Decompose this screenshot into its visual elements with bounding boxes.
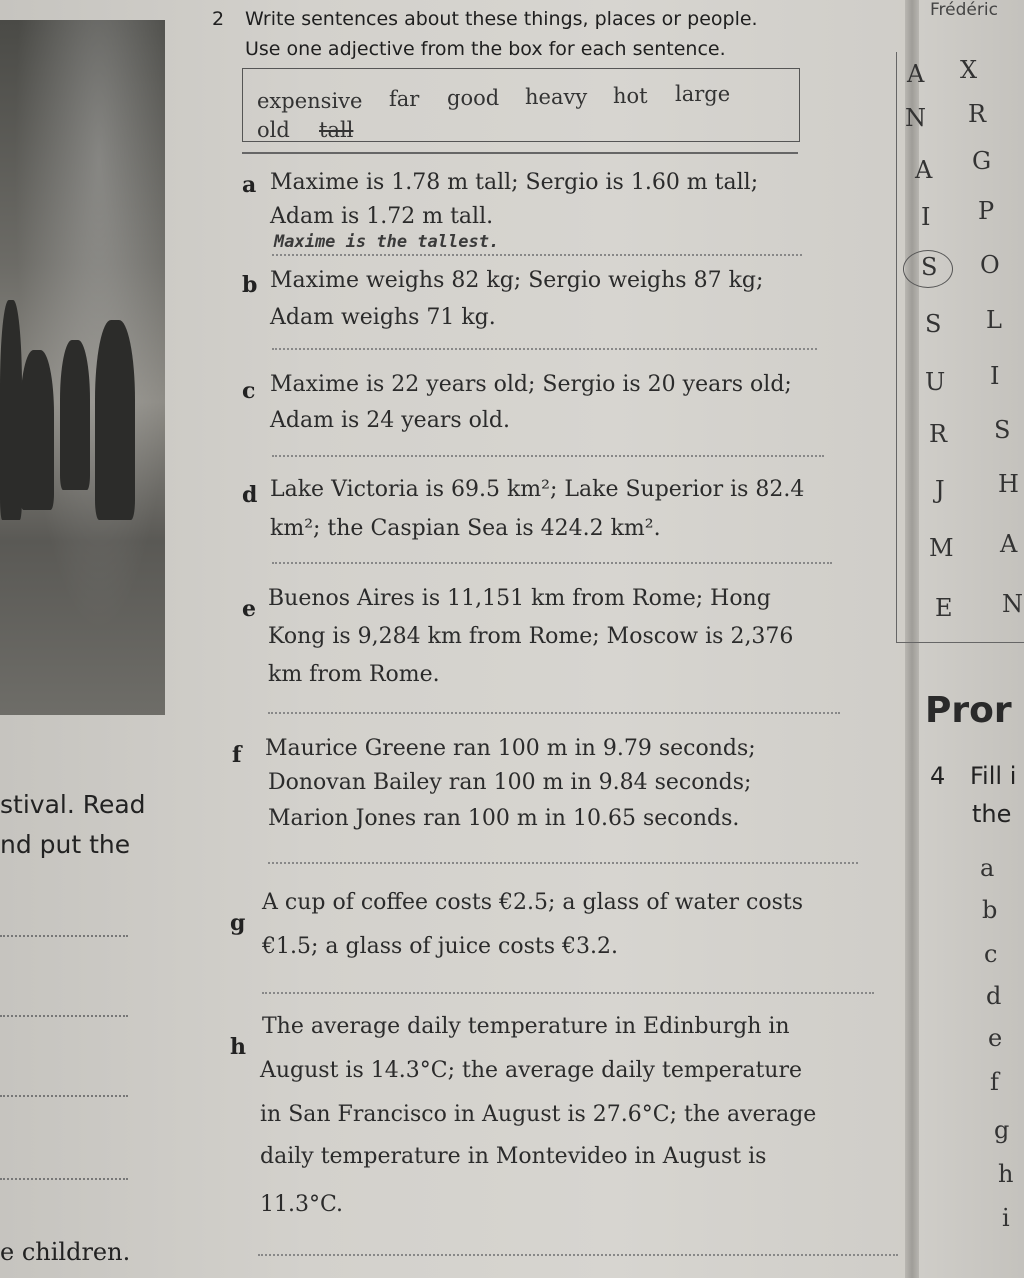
festival-photo xyxy=(0,20,165,715)
item-letter: d xyxy=(986,982,1002,1010)
item-text-line: daily temperature in Montevideo in August is xyxy=(260,1144,767,1169)
answer-line xyxy=(268,862,858,864)
item-text-line: Maxime is 22 years old; Sergio is 20 years old; xyxy=(270,372,792,397)
grid-letter: J xyxy=(935,476,945,504)
exercise-number: 2 xyxy=(212,8,225,30)
item-text-line: Adam weighs 71 kg. xyxy=(270,305,496,330)
item-text-line: A cup of coffee costs €2.5; a glass of water costs xyxy=(262,890,804,915)
item-text-line: Maurice Greene ran 100 m in 9.79 seconds; xyxy=(265,736,756,761)
exercise-4-instruction: Fill i xyxy=(970,762,1017,790)
adjective-word: good xyxy=(447,86,500,110)
grid-letter: H xyxy=(998,470,1019,498)
grid-letter: L xyxy=(986,306,1002,334)
grid-letter: S xyxy=(925,310,942,338)
grid-letter: S xyxy=(994,416,1011,444)
item-text-line: Maxime is 1.78 m tall; Sergio is 1.60 m tall; xyxy=(270,170,759,195)
item-letter: b xyxy=(242,272,258,298)
grid-letter: P xyxy=(978,197,995,225)
item-letter: b xyxy=(982,896,998,924)
item-letter: d xyxy=(242,482,258,508)
grid-letter: E xyxy=(935,594,953,622)
adjective-word: old xyxy=(257,118,290,142)
exercise-4-instruction-2: the xyxy=(972,800,1012,828)
item-text-line: August is 14.3°C; the average daily temperature xyxy=(260,1058,802,1083)
item-letter: c xyxy=(242,378,256,404)
item-letter: e xyxy=(988,1024,1003,1052)
item-text-line: in San Francisco in August is 27.6°C; the average xyxy=(260,1102,817,1127)
grid-letter: G xyxy=(972,147,992,175)
grid-letter: A xyxy=(915,156,933,184)
item-text-line: €1.5; a glass of juice costs €3.2. xyxy=(262,934,619,959)
left-answer-line xyxy=(0,1015,128,1017)
answer-line xyxy=(272,348,817,350)
grid-letter: A xyxy=(1000,530,1018,558)
answer-line xyxy=(268,712,840,714)
grid-letter: R xyxy=(929,420,948,448)
item-text-line: Marion Jones ran 100 m in 10.65 seconds. xyxy=(268,806,740,831)
item-text-line: Maxime weighs 82 kg; Sergio weighs 87 kg; xyxy=(270,268,764,293)
item-letter: a xyxy=(242,172,257,198)
answer-line xyxy=(262,992,874,994)
item-text-line: Adam is 24 years old. xyxy=(270,408,510,433)
item-letter: h xyxy=(230,1034,246,1060)
answer-line xyxy=(272,254,802,256)
grid-letter: I xyxy=(990,362,1000,390)
left-answer-line xyxy=(0,935,128,937)
grid-letter: S xyxy=(921,253,938,281)
student-name: Frédéric xyxy=(930,0,998,20)
item-text-line: Kong is 9,284 km from Rome; Moscow is 2,376 xyxy=(268,624,794,649)
adjective-word: heavy xyxy=(525,85,588,109)
left-answer-line xyxy=(0,1178,128,1180)
item-text-line: km²; the Caspian Sea is 424.2 km². xyxy=(270,516,661,541)
item-text-line: Donovan Bailey ran 100 m in 9.84 seconds; xyxy=(268,770,752,795)
item-text-line: Adam is 1.72 m tall. xyxy=(270,204,494,229)
grid-letter: U xyxy=(925,368,946,396)
left-answer-line xyxy=(0,1095,128,1097)
item-letter: i xyxy=(1002,1204,1010,1232)
item-letter: a xyxy=(980,854,995,882)
grid-letter: N xyxy=(905,104,926,132)
item-letter: f xyxy=(990,1068,999,1096)
item-letter: e xyxy=(242,596,256,622)
section-heading: Pror xyxy=(925,690,1012,731)
grid-letter: O xyxy=(980,251,1000,279)
item-text-line: Buenos Aires is 11,151 km from Rome; Hong xyxy=(268,586,771,611)
answer-line xyxy=(258,1254,898,1256)
instruction-line-2: Use one adjective from the box for each sentence. xyxy=(245,38,726,60)
exercise-4-number: 4 xyxy=(930,762,946,790)
adjective-box xyxy=(242,68,800,142)
grid-letter: A xyxy=(907,60,925,88)
item-letter: g xyxy=(994,1116,1010,1144)
adjective-word: far xyxy=(389,87,420,111)
grid-letter: N xyxy=(1002,590,1023,618)
left-page-line-2: nd put the xyxy=(0,830,131,859)
adjective-word: hot xyxy=(613,84,648,108)
item-letter: h xyxy=(998,1160,1014,1188)
adjective-word: expensive xyxy=(257,89,363,113)
grid-letter: R xyxy=(968,100,987,128)
item-letter: f xyxy=(232,742,242,768)
grid-letter: X xyxy=(960,56,978,84)
handwritten-answer: Maxime is the tallest. xyxy=(274,232,500,252)
item-text-line: Lake Victoria is 69.5 km²; Lake Superior is 82.4 xyxy=(270,477,805,502)
item-letter: c xyxy=(984,940,998,968)
answer-line xyxy=(272,562,832,564)
item-text-line: The average daily temperature in Edinburgh in xyxy=(262,1014,790,1039)
instruction-line-1: Write sentences about these things, places or people. xyxy=(245,8,758,30)
grid-letter: I xyxy=(921,203,931,231)
grid-letter: M xyxy=(929,534,954,562)
item-text-line: 11.3°C. xyxy=(260,1192,344,1217)
left-page-line-3: e children. xyxy=(0,1238,131,1266)
box-underline xyxy=(242,152,798,154)
adjective-word-crossed: tall xyxy=(319,118,354,142)
item-text-line: km from Rome. xyxy=(268,662,440,687)
left-page-line-1: stival. Read xyxy=(0,790,146,819)
answer-line xyxy=(272,455,824,457)
item-letter: g xyxy=(230,910,246,936)
adjective-word: large xyxy=(675,82,731,106)
